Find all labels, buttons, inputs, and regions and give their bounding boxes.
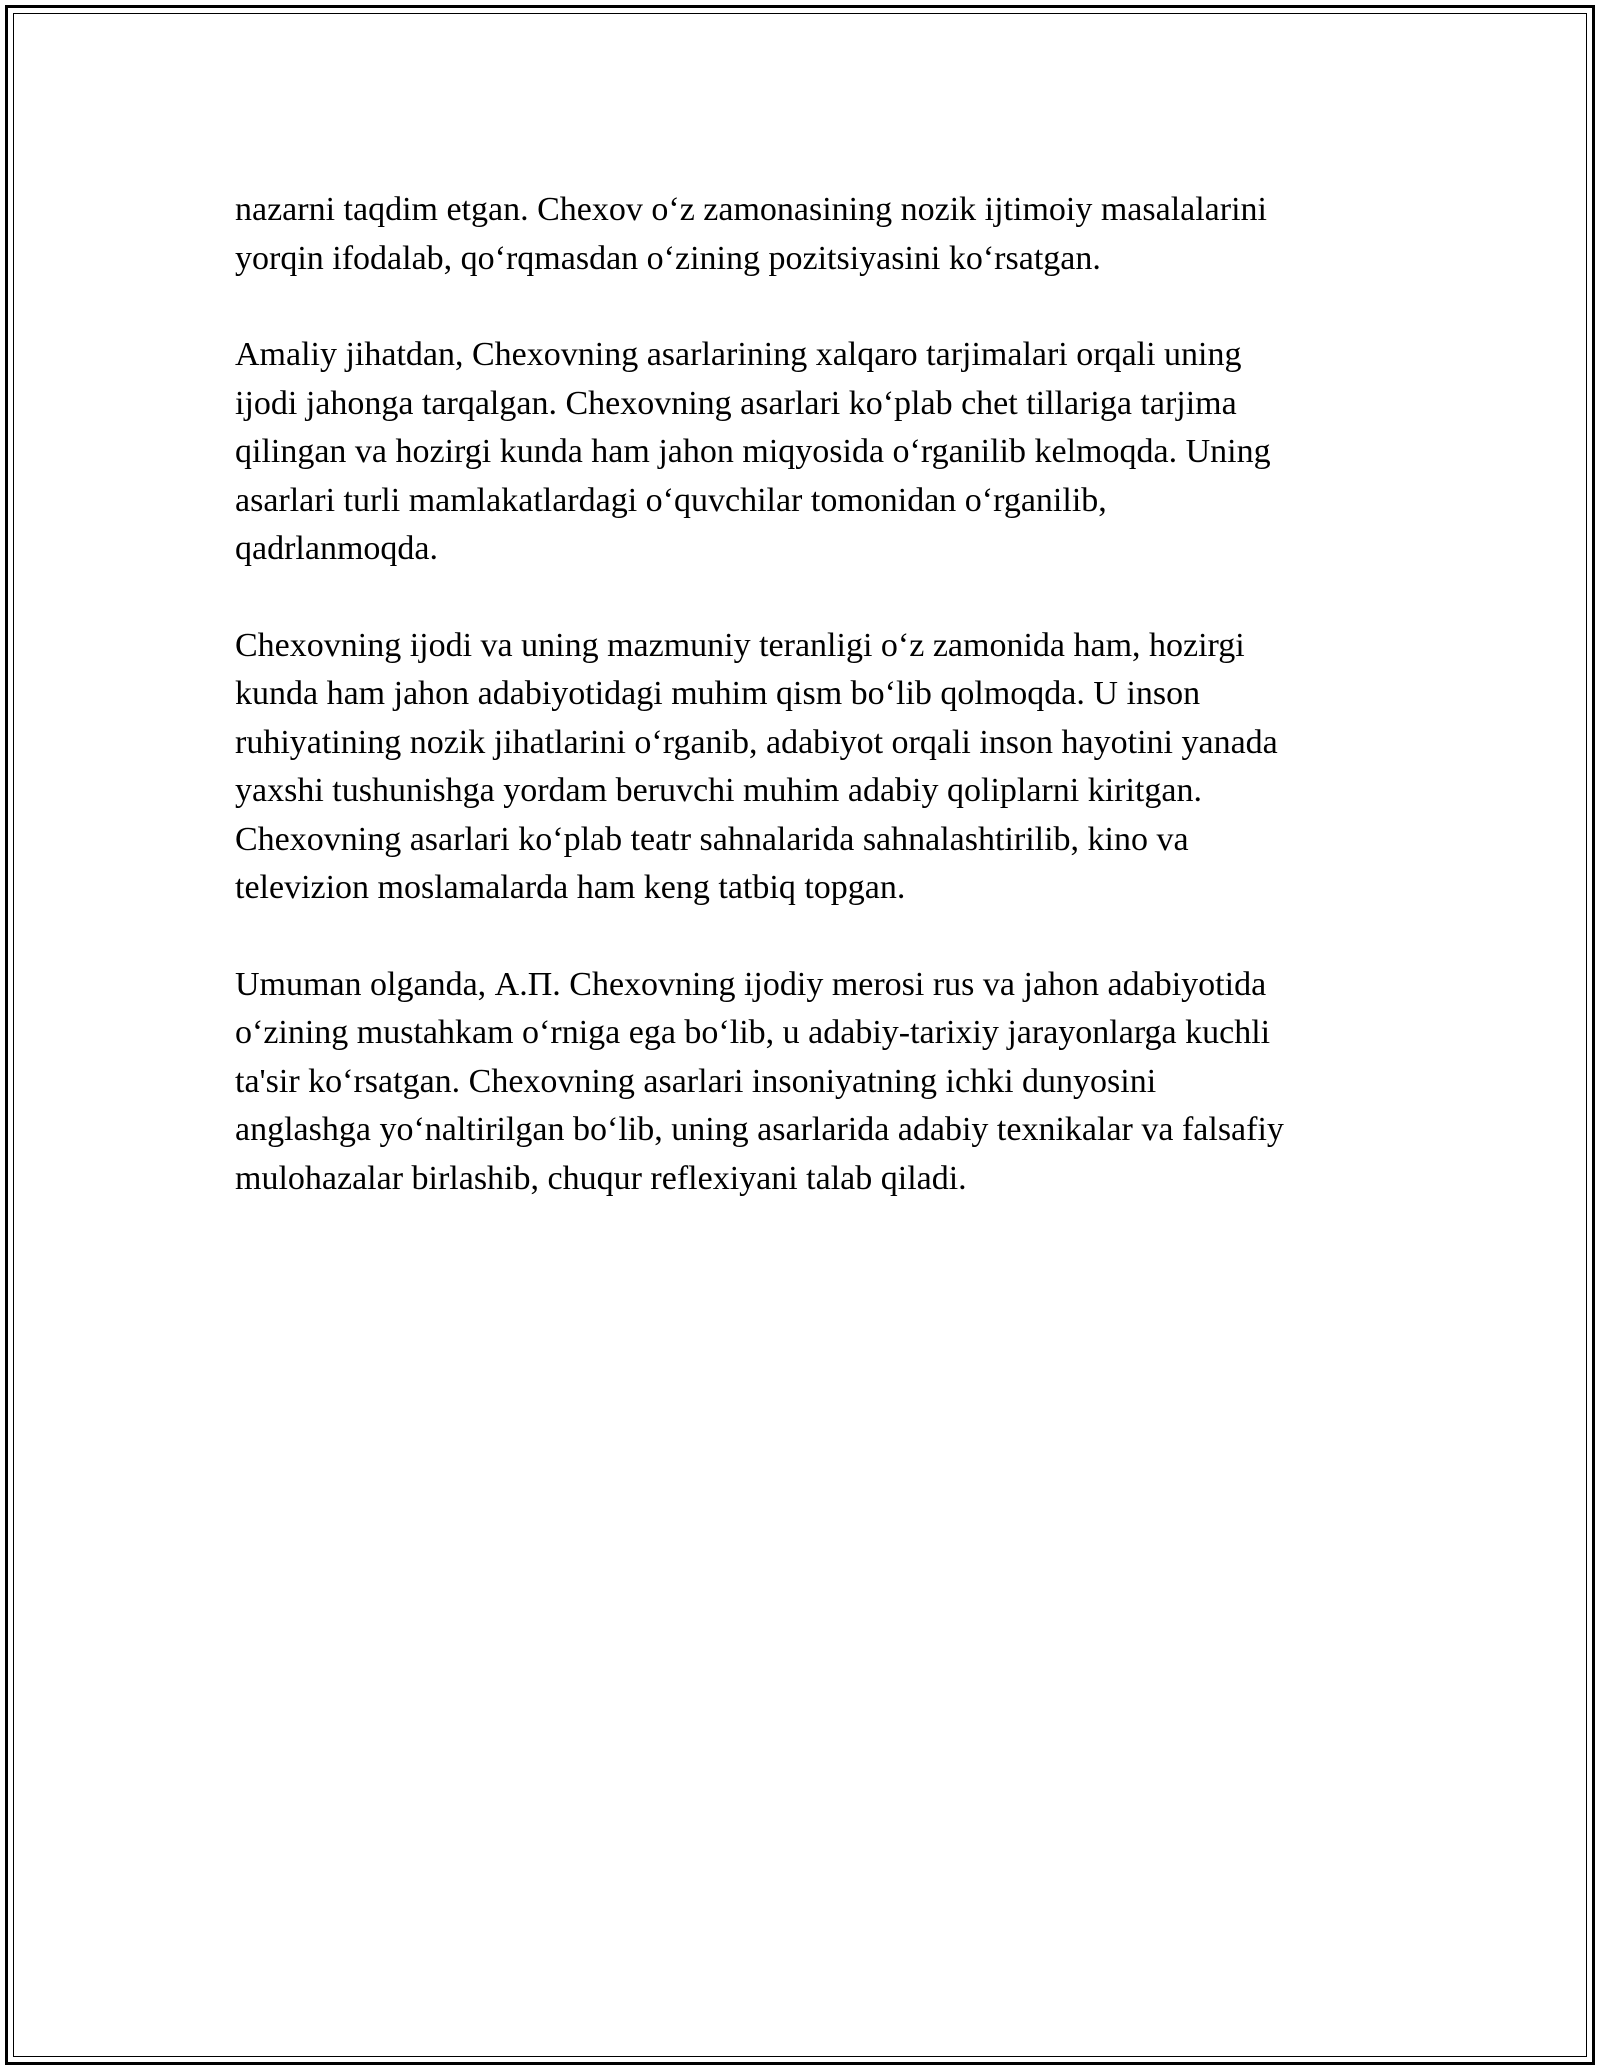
text-line: mulohazalar birlashib, chuqur reflexiyani talab qiladi. [235,1159,967,1197]
text-line: Chexovning ijodi va uning mazmuniy teranligi o‘z zamonida ham, hozirgi [235,626,1245,664]
text-line: yorqin ifodalab, qo‘rqmasdan o‘zining pozitsiyasini ko‘rsatgan. [235,239,1101,277]
paragraph-3 [235,622,1375,913]
text-line: Chexovning asarlari ko‘plab teatr sahnalarida sahnalashtirilib, kino va [235,820,1189,858]
text-line: Umuman olganda, А.П. Chexovning ijodiy merosi rus va jahon adabiyotida [235,965,1267,1003]
paragraph-2 [235,331,1375,574]
text-line: asarlari turli mamlakatlardagi o‘quvchilar tomonidan o‘rganilib, [235,481,1107,519]
text-line: Amaliy jihatdan, Chexovning asarlarining xalqaro tarjimalari orqali uning [235,336,1242,373]
text-line: nazarni taqdim etgan. Chexov o‘z zamonasining nozik ijtimoiy masalalarini [235,191,1267,228]
paragraph-4 [235,961,1375,1204]
text-line: yaxshi tushunishga yordam beruvchi muhim adabiy qoliplarni kiritgan. [235,772,1202,809]
text-line: ruhiyatining nozik jihatlarini o‘rganib, adabiyot orqali inson hayotini yanada [235,723,1278,761]
text-line: kunda ham jahon adabiyotidagi muhim qism bo‘lib qolmoqda. U inson [235,675,1201,712]
paragraph-1 [235,186,1375,283]
document-body [235,186,1375,1251]
text-line: o‘zining mustahkam o‘rniga ega bo‘lib, u adabiy-tarixiy jarayonlarga kuchli [235,1014,1271,1051]
text-line: ijodi jahonga tarqalgan. Chexovning asarlari ko‘plab chet tillariga tarjima [235,384,1237,422]
text-line: televizion moslamalarda ham keng tatbiq topgan. [235,869,906,906]
text-line: ta'sir ko‘rsatgan. Chexovning asarlari insoniyatning ichki dunyosini [235,1062,1157,1100]
text-line: qilingan va hozirgi kunda ham jahon miqyosida o‘rganilib kelmoqda. Uning [235,433,1271,470]
text-line: anglashga yo‘naltirilgan bo‘lib, uning asarlarida adabiy texnikalar va falsafiy [235,1111,1284,1148]
text-line: qadrlanmoqda. [235,530,438,567]
